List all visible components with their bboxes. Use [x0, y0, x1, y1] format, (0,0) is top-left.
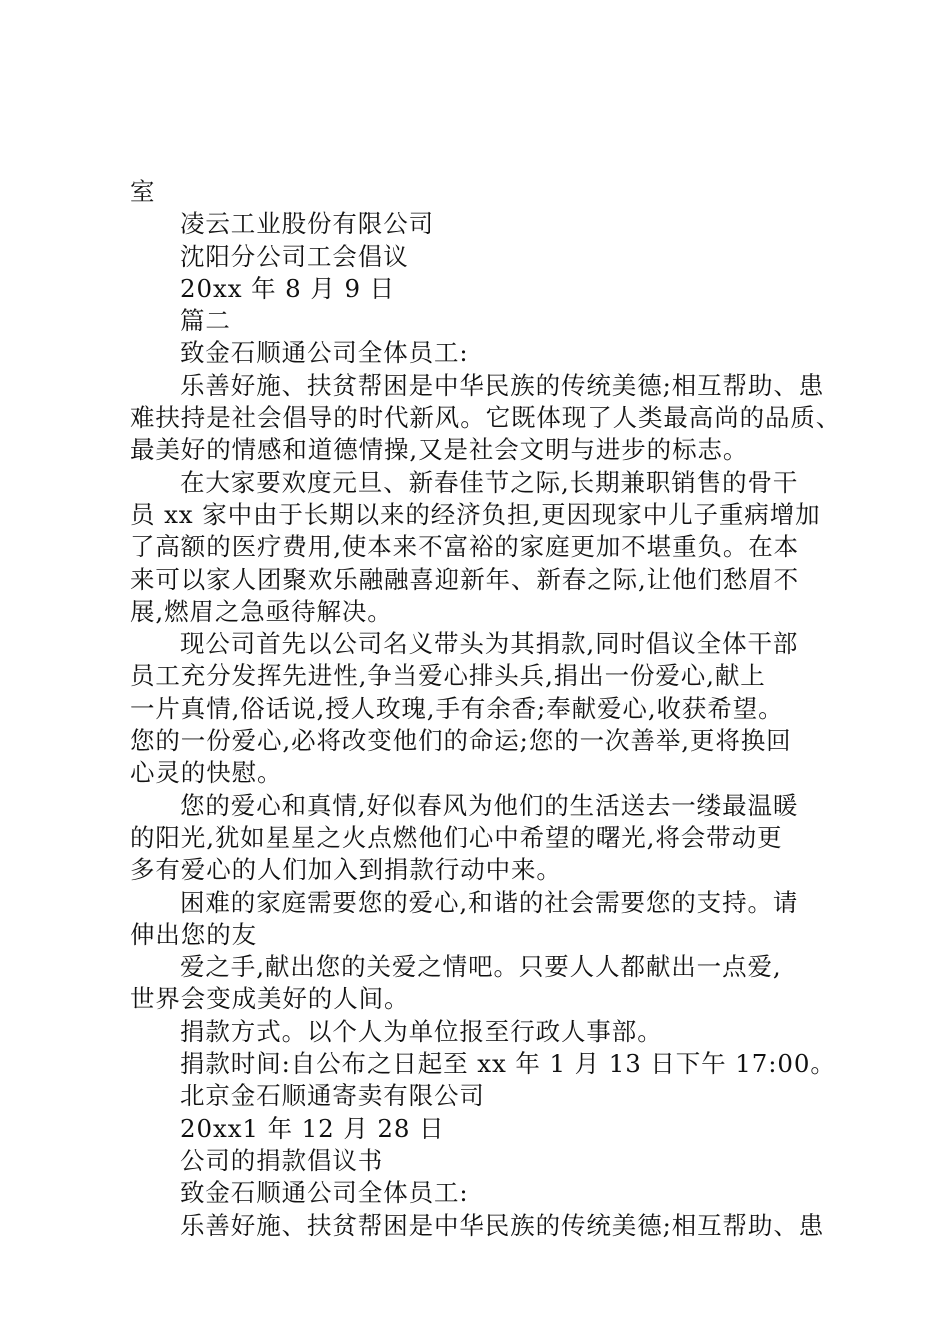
text-line: 来可以家人团聚欢乐融融喜迎新年、新春之际,让他们愁眉不	[130, 564, 800, 594]
text-line: 沈阳分公司工会倡议	[180, 241, 409, 271]
text-line: 员 xx 家中由于长期以来的经济负担,更因现家中儿子重病增加	[130, 499, 821, 529]
text-line: 的阳光,犹如星星之火点燃他们心中希望的曙光,将会带动更	[130, 822, 783, 852]
text-line: 员工充分发挥先进性,争当爱心排头兵,捐出一份爱心,献上	[130, 661, 766, 691]
text-line: 公司的捐款倡议书	[180, 1145, 384, 1175]
text-line: 致金石顺通公司全体员工:	[180, 1178, 469, 1208]
text-line: 凌云工业股份有限公司	[180, 209, 434, 239]
text-line: 致金石顺通公司全体员工:	[180, 338, 469, 368]
text-line: 乐善好施、扶贫帮困是中华民族的传统美德;相互帮助、患	[180, 1210, 825, 1240]
text-line: 捐款方式。以个人为单位报至行政人事部。	[180, 1016, 663, 1046]
text-line: 难扶持是社会倡导的时代新风。它既体现了人类最高尚的品质、	[130, 403, 842, 433]
text-line: 在大家要欢度元旦、新春佳节之际,长期兼职销售的骨干	[180, 467, 799, 497]
text-line: 乐善好施、扶贫帮困是中华民族的传统美德;相互帮助、患	[180, 370, 825, 400]
text-line: 最美好的情感和道德情操,又是社会文明与进步的标志。	[130, 435, 749, 465]
text-line: 室	[130, 177, 156, 206]
text-line: 困难的家庭需要您的爱心,和谐的社会需要您的支持。请	[180, 887, 799, 917]
text-line: 20xx 年 8 月 9 日	[180, 273, 396, 303]
text-line: 伸出您的友	[130, 919, 257, 949]
text-line: 现公司首先以公司名义带头为其捐款,同时倡议全体干部	[180, 629, 799, 659]
text-line: 展,燃眉之急亟待解决。	[130, 596, 393, 626]
text-line: 一片真情,俗话说,授人玫瑰,手有余香;奉献爱心,收获希望。	[130, 693, 784, 723]
text-line: 篇二	[180, 306, 231, 336]
text-line: 世界会变成美好的人间。	[130, 984, 410, 1014]
text-line: 捐款时间:自公布之日起至 xx 年 1 月 13 日下午 17:00。	[180, 1049, 836, 1079]
document-body	[130, 176, 842, 1242]
text-line: 您的爱心和真情,好似春风为他们的生活送去一缕最温暖	[180, 790, 799, 820]
text-line: 20xx1 年 12 月 28 日	[180, 1113, 445, 1143]
text-line: 了高额的医疗费用,使本来不富裕的家庭更加不堪重负。在本	[130, 532, 800, 562]
text-line: 心灵的快慰。	[130, 758, 283, 788]
text-line: 爱之手,献出您的关爱之情吧。只要人人都献出一点爱,	[180, 952, 782, 982]
text-line: 您的一份爱心,必将改变他们的命运;您的一次善举,更将换回	[130, 726, 792, 756]
text-line: 北京金石顺通寄卖有限公司	[180, 1081, 485, 1111]
text-line: 多有爱心的人们加入到捐款行动中来。	[130, 855, 562, 885]
